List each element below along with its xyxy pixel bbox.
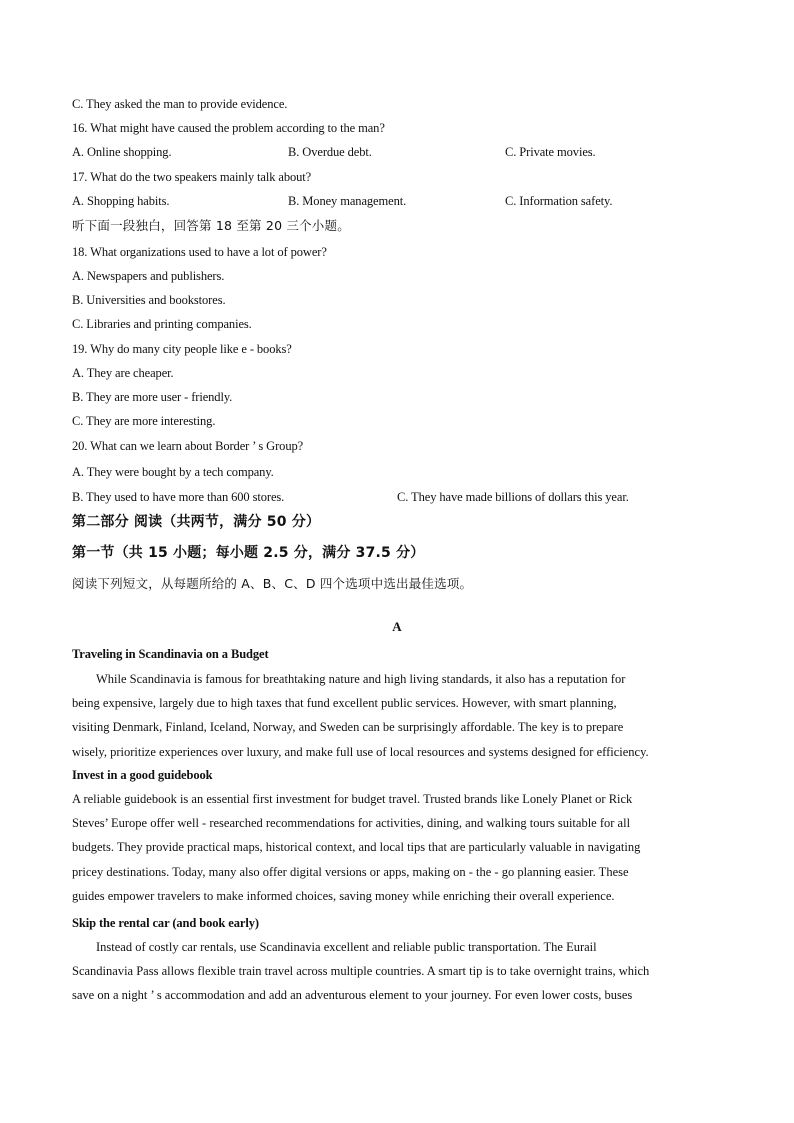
q17-option-c: C. Information safety. (505, 194, 613, 208)
q16-option-b: B. Overdue debt. (288, 145, 372, 159)
intro-line: wisely, prioritize experiences over luxury, and make full use of local resources and systems designed for efficiency. (72, 744, 649, 759)
guidebook-line: guides empower travelers to make informed choices, saving money while enriching their overall experience. (72, 888, 615, 903)
subheading-rental-car: Skip the rental car (and book early) (72, 916, 259, 930)
q18-option-c: C. Libraries and printing companies. (72, 317, 252, 331)
guidebook-line: A reliable guidebook is an essential first investment for budget travel. Trusted brands like Lonely Planet or Rick (72, 792, 633, 806)
q16-option-a: A. Online shopping. (72, 145, 172, 159)
intro-line: visiting Denmark, Finland, Iceland, Norway, and Sweden can be surprisingly affordable. The key is to prepare (72, 720, 624, 735)
guidebook-paragraph (72, 787, 722, 908)
intro-line: While Scandinavia is famous for breathtaking nature and high living standards, it also has a reputation for (96, 672, 626, 686)
reading-section-heading: 第一节（共 15 小题；每小题 2.5 分，满分 37.5 分） (72, 545, 425, 561)
q19-option-b: B. They are more user - friendly. (72, 390, 233, 404)
guidebook-line: budgets. They provide practical maps, historical context, and local tips that are particularly valuable in navigating (72, 840, 641, 855)
q20-option-a: A. They were bought by a tech company. (72, 465, 274, 479)
transport-paragraph (72, 935, 722, 1008)
passage-title: Traveling in Scandinavia on a Budget (72, 647, 269, 661)
guidebook-line: pricey destinations. Today, many also offer digital versions or apps, making on - the - go planning easier. These (72, 864, 629, 879)
monologue-instruction: 听下面一段独白，回答第 18 至第 20 三个小题。 (72, 218, 350, 233)
q17-option-b: B. Money management. (288, 194, 407, 208)
q19-question: 19. Why do many city people like e - books? (72, 342, 292, 356)
passage-letter: A (392, 619, 402, 634)
q15-option-c: C. They asked the man to provide evidence. (72, 97, 288, 111)
intro-line: being expensive, largely due to high taxes that fund excellent public services. However, with smart planning, (72, 696, 617, 711)
q18-option-a: A. Newspapers and publishers. (72, 269, 225, 283)
subheading-guidebook: Invest in a good guidebook (72, 768, 213, 782)
intro-paragraph (72, 667, 722, 764)
transport-line: Scandinavia Pass allows flexible train travel across multiple countries. A smart tip is to take overnight trains, which (72, 964, 650, 979)
q19-option-a: A. They are cheaper. (72, 366, 174, 380)
guidebook-line: Steves’ Europe offer well - researched recommendations for activities, dining, and walking tours suitable for all (72, 816, 631, 831)
q17-option-a: A. Shopping habits. (72, 194, 170, 208)
q20-question: 20. What can we learn about Border ’ s Group? (72, 439, 304, 453)
transport-line: Instead of costly car rentals, use Scandinavia excellent and reliable public transportation. The Eurail (96, 940, 597, 954)
transport-line: save on a night ’ s accommodation and add an adventurous element to your journey. For even lower costs, buses (72, 988, 633, 1003)
reading-part-heading: 第二部分 阅读（共两节，满分 50 分） (72, 514, 321, 530)
q16-option-c: C. Private movies. (505, 145, 596, 159)
q18-option-b: B. Universities and bookstores. (72, 293, 226, 307)
reading-instruction: 阅读下列短文，从每题所给的 A、B、C、D 四个选项中选出最佳选项。 (72, 576, 473, 591)
q20-option-c: C. They have made billions of dollars this year. (397, 490, 629, 504)
q17-question: 17. What do the two speakers mainly talk about? (72, 170, 312, 184)
q18-question: 18. What organizations used to have a lot of power? (72, 245, 327, 259)
q20-option-b: B. They used to have more than 600 stores. (72, 490, 285, 504)
q19-option-c: C. They are more interesting. (72, 414, 216, 428)
q16-question: 16. What might have caused the problem according to the man? (72, 121, 385, 135)
